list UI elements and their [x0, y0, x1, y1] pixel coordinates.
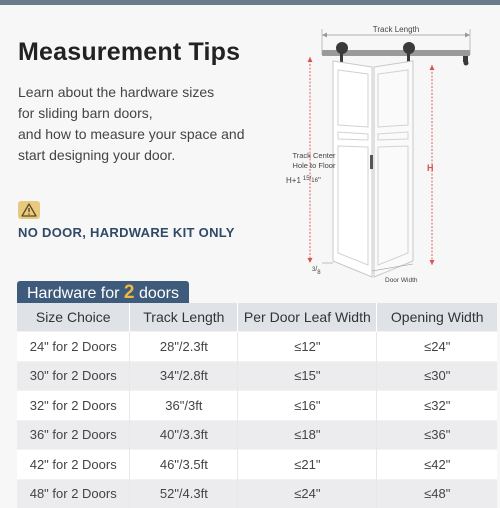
gap-numerator: 3: [312, 267, 316, 273]
opening-width-cell: ≤36": [377, 420, 497, 450]
track-center-label: Hole to Floor: [292, 161, 336, 170]
description-line: Learn about the hardware sizes: [18, 84, 215, 100]
size-choice-cell: 36" for 2 Doors: [17, 420, 130, 450]
size-choice-cell: 24" for 2 Doors: [17, 332, 130, 362]
table-row: [17, 479, 497, 508]
description-line: and how to measure your space and: [18, 126, 245, 142]
table-header-row: [17, 303, 497, 332]
track-length-cell: 36"/3ft: [130, 391, 238, 421]
table-row: [17, 391, 497, 421]
door-leaf-right: [370, 61, 413, 277]
gap-denominator: 8: [317, 270, 321, 276]
formula-numerator: 15: [302, 176, 310, 182]
top-accent-bar: [0, 0, 500, 5]
size-choice-cell: 30" for 2 Doors: [17, 361, 130, 391]
track-center-label: Track Center: [292, 151, 336, 160]
leaf-width-cell: ≤21": [238, 450, 377, 480]
hardware-door-count: 2: [123, 282, 135, 303]
leaf-width-cell: ≤15": [238, 361, 377, 391]
leaf-width-cell: ≤24": [238, 479, 377, 508]
track-length-cell: 46"/3.5ft: [130, 450, 238, 480]
track-length-cell: 52"/4.3ft: [130, 479, 238, 508]
leaf-width-cell: ≤18": [238, 420, 377, 450]
door-leaf-left: [333, 61, 372, 277]
leaf-width-cell: ≤12": [238, 332, 377, 362]
page-title: Measurement Tips: [18, 38, 241, 66]
column-header-leaf-width: Per Door Leaf Width: [238, 303, 377, 332]
door-diagram: [270, 15, 495, 284]
size-choice-cell: 32" for 2 Doors: [17, 391, 130, 421]
table-row: [17, 361, 497, 391]
opening-width-cell: ≤48": [377, 479, 497, 508]
column-header-size-choice: Size Choice: [17, 303, 130, 332]
notice-text: NO DOOR, HARDWARE KIT ONLY: [18, 225, 235, 240]
hardware-table-title: [17, 281, 189, 305]
table-row: [17, 420, 497, 450]
description-line: start designing your door.: [18, 147, 176, 163]
track-length-cell: 40"/3.3ft: [130, 420, 238, 450]
leaf-width-cell: ≤16": [238, 391, 377, 421]
warning-icon: [18, 201, 40, 219]
track-length-cell: 34"/2.8ft: [130, 361, 238, 391]
height-label: H: [427, 163, 434, 173]
opening-width-cell: ≤32": [377, 391, 497, 421]
hardware-size-table: [17, 303, 497, 508]
formula-denominator: 16: [311, 178, 318, 184]
track-length-label: Track Length: [372, 25, 420, 34]
description: [18, 82, 258, 166]
opening-width-cell: ≤24": [377, 332, 497, 362]
formula-prefix: H+1: [286, 176, 301, 185]
description-line: for sliding barn doors,: [18, 105, 153, 121]
table-row: [17, 450, 497, 480]
table-row: [17, 332, 497, 362]
column-header-opening-width: Opening Width: [377, 303, 497, 332]
hardware-title-suffix: doors: [134, 285, 179, 302]
formula-label: H+1 $^{15}/_{16}$": [286, 176, 321, 185]
opening-width-cell: ≤30": [377, 361, 497, 391]
track-length-cell: 28"/2.3ft: [130, 332, 238, 362]
door-width-label: Door Width: [385, 277, 418, 284]
opening-width-cell: ≤42": [377, 450, 497, 480]
track-stopper: [463, 56, 469, 66]
formula-suffix: ": [317, 176, 321, 185]
size-choice-cell: 48" for 2 Doors: [17, 479, 130, 508]
hardware-title-prefix: Hardware for: [27, 285, 124, 302]
floor-gap-label: $^3/_8$: [312, 266, 321, 276]
size-choice-cell: 42" for 2 Doors: [17, 450, 130, 480]
column-header-track-length: Track Length: [130, 303, 238, 332]
